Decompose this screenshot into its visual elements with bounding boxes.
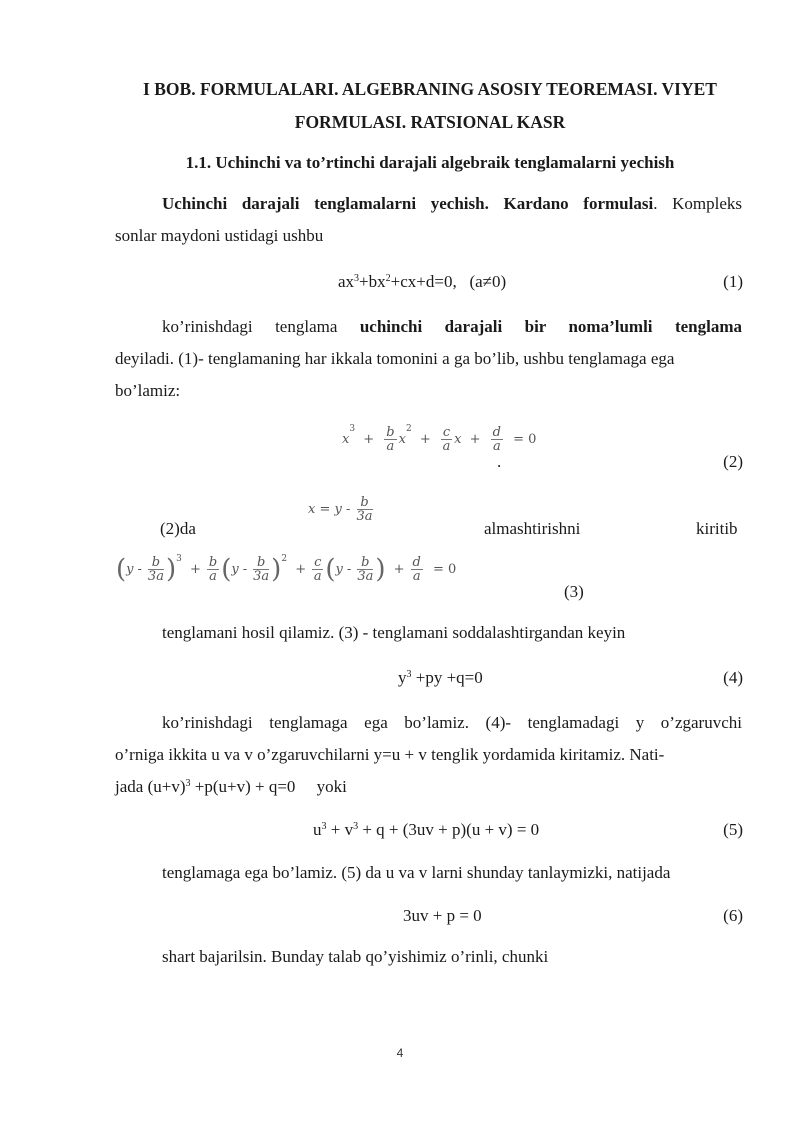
eq5-sup: 3	[353, 821, 359, 832]
exp: 2	[281, 554, 288, 564]
eq5-sup: 3	[321, 821, 327, 832]
equation-2-dot: .	[497, 452, 502, 471]
equals: = 0	[433, 562, 457, 577]
frac-den: 3a	[356, 509, 373, 524]
frac-den: a	[442, 439, 451, 454]
def-line3: bo’lamiz:	[115, 381, 181, 400]
subst-line3-a: jada (u+v)	[115, 777, 186, 796]
fraction	[411, 556, 423, 583]
equation-3-formula: (y - $\frac{b}{3a}$ )$^3$ + $\frac{b}{a}$ (y - $\frac{b}{3a}$ )$^2$ + $\frac{c}{a}$ (y - $\frac{b}{3a}$ ) + $\frac{d}{a}$ = 0	[116, 554, 457, 585]
equation-1-number: (1)	[723, 272, 743, 291]
simplify-text: tenglamani hosil qilamiz. (3) - tenglamani soddalashtirgandan keyin	[162, 623, 626, 642]
def-text: ko’rinishdagi tenglama	[162, 317, 338, 336]
substitution-formula	[308, 496, 375, 523]
paragraph-condition	[115, 941, 742, 973]
frac-num: b	[386, 425, 395, 440]
var: y	[126, 562, 134, 577]
fraction	[312, 556, 323, 583]
paragraph-definition	[115, 311, 742, 407]
eq1-sup: 2	[385, 273, 391, 284]
intro-line2: sonlar maydoni ustidagi ushbu	[115, 226, 324, 245]
eq1-part: +bx	[359, 272, 386, 291]
var: y	[231, 562, 239, 577]
frac-num: c	[442, 425, 451, 440]
exp: 3	[349, 424, 356, 434]
frac-den: a	[412, 569, 421, 584]
equation-1	[338, 270, 506, 294]
equation-3-number: (3)	[564, 582, 584, 601]
equation-2-number: (2)	[723, 452, 743, 471]
substitution-pre: (2)da	[160, 519, 196, 538]
section-heading: 1.1. Uchinchi va to’rtinchi darajali algebraik tenglamalarni yechish	[185, 153, 675, 172]
equals: = 0	[513, 432, 537, 447]
fraction	[148, 556, 164, 583]
eq4-part: y	[398, 668, 407, 687]
eq5-part: + q + (3uv + p)(u + v) = 0	[358, 820, 540, 839]
frac-den: 3a	[253, 569, 270, 584]
eq1-sup: 3	[354, 273, 360, 284]
frac-den: a	[313, 569, 322, 584]
subst-line3	[115, 771, 742, 803]
equation-4	[398, 666, 483, 690]
equation-5	[313, 818, 539, 842]
eq1-part: ax	[338, 272, 355, 291]
equation-6-number: (6)	[723, 906, 743, 925]
def-line2: deyiladi. (1)- tenglamaning har ikkala tomonini a ga bo’lib, ushbu tenglamaga ega	[115, 349, 675, 368]
page-number: 4	[396, 1046, 404, 1060]
frac-num: b	[357, 496, 373, 510]
chapter-title-line1: I BOB. FORMULALARI. ALGEBRANING ASOSIY TEOREMASI. VIYET	[143, 79, 717, 99]
choose-text: tenglamaga ega bo’lamiz. (5) da u va v larni shunday tanlaymizki, natijada	[162, 863, 671, 882]
fraction	[253, 556, 269, 583]
frac-den: a	[386, 439, 395, 454]
frac-den: a	[492, 439, 501, 454]
substitution-post: kiritib	[696, 519, 738, 538]
exp: 2	[405, 424, 412, 434]
frac-num: d	[492, 425, 501, 440]
intro-bold-phrase: Uchinchi darajali tenglamalarni yechish. Kardano formulasi	[162, 194, 654, 213]
intro-text: . Kompleks	[653, 194, 742, 213]
var: x	[342, 432, 350, 447]
chapter-title-line2: FORMULASI. RATSIONAL KASR	[294, 112, 566, 132]
subst-line2: o’rniga ikkita u va v o’zgaruvchilarni y=u + v tenglik yordamida kiritamiz. Nati-	[115, 745, 665, 764]
frac-den: 3a	[357, 569, 374, 584]
condition-text: shart bajarilsin. Bunday talab qo’yishimiz o’rinli, chunki	[162, 947, 549, 966]
eq1-condition: (a≠0)	[469, 272, 507, 291]
frac-num: d	[412, 555, 421, 570]
def-bold-term: uchinchi darajali bir noma’lumli tenglama	[359, 317, 742, 336]
paragraph-substitution	[115, 707, 742, 803]
fraction	[441, 426, 452, 453]
var: x	[454, 432, 462, 447]
paragraph-choose	[115, 857, 742, 889]
frac-num: b	[148, 556, 164, 570]
fraction	[384, 426, 396, 453]
subst-line3-b: +p(u+v) + q=0 yoki	[190, 777, 347, 796]
frac-num: b	[253, 556, 269, 570]
eq5-part: + v	[326, 820, 354, 839]
subst-lhs: x = y -	[308, 502, 351, 517]
fraction	[357, 556, 373, 583]
frac-num: b	[208, 555, 218, 570]
frac-num: b	[357, 556, 373, 570]
equation-5-number: (5)	[723, 820, 743, 839]
eq4-part: +py +q=0	[411, 668, 483, 687]
frac-den: 3a	[147, 569, 164, 584]
var: x	[398, 432, 406, 447]
exp: 3	[176, 554, 182, 564]
fraction	[207, 556, 219, 583]
var: y	[335, 562, 343, 577]
eq1-part: +cx+d=0,	[390, 272, 457, 291]
fraction	[491, 426, 503, 453]
paragraph-intro	[115, 188, 742, 252]
substitution-mid: almashtirishni	[484, 519, 581, 538]
paragraph-simplify	[115, 617, 742, 649]
equation-6: 3uv + p = 0	[403, 906, 482, 925]
eq5-part: u	[313, 820, 322, 839]
fraction	[357, 496, 373, 523]
equation-4-number: (4)	[723, 668, 743, 687]
subst-line1: ko’rinishdagi tenglamaga ega bo’lamiz. (4)- tenglamadagi y o’zgaruvchi	[162, 713, 742, 732]
equation-2-formula: $x^3$ + $\frac{b}{a}$ $x^2$ + $\frac{c}{a}$ x + $\frac{d}{a}$ = 0	[342, 424, 537, 454]
frac-den: a	[209, 569, 217, 584]
frac-num: c	[314, 555, 322, 570]
chapter-title	[100, 73, 760, 139]
eq4-sup: 3	[406, 669, 412, 680]
subst-line3-sup: 3	[185, 778, 191, 789]
